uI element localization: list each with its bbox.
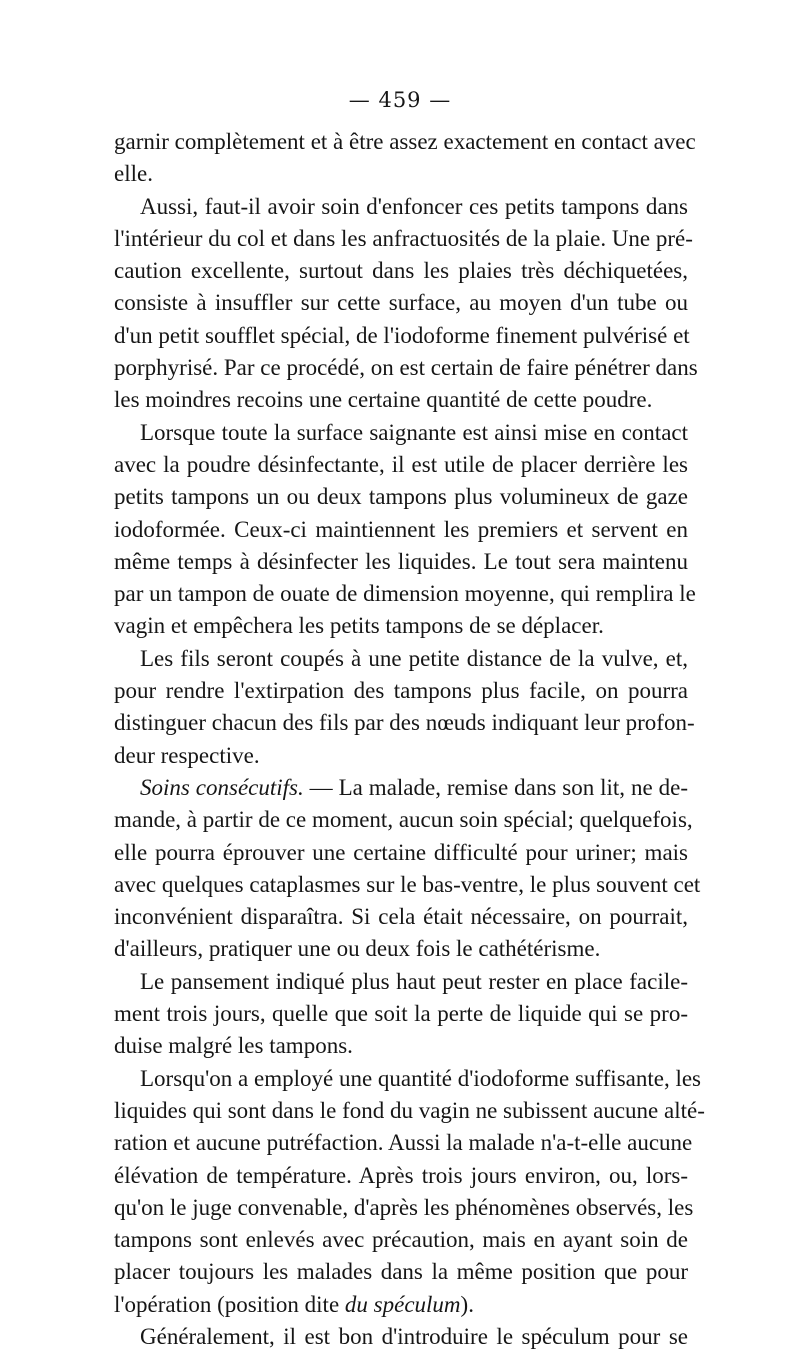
text-line: ration et aucune putréfaction. Aussi la malade n'a-t-elle aucune (114, 1130, 693, 1156)
text-line: avec la poudre désinfectante, il est utile de placer derrière les (114, 451, 688, 477)
text-line: Lorsque toute la surface saignante est ainsi mise en contact (140, 419, 688, 445)
text-line: porphyrisé. Par ce procédé, on est certain de faire pénétrer dans (114, 355, 698, 381)
text-line: Aussi, faut-il avoir soin d'enfoncer ces petits tampons dans (140, 193, 688, 219)
text-line: d'un petit soufflet spécial, de l'iodoforme finement pulvérisé et (114, 322, 690, 348)
text-segment: l'opération (position dite (114, 1291, 345, 1317)
text-line: l'intérieur du col et dans les anfractuosités de la plaie. Une pré- (114, 225, 693, 251)
text-line: distinguer chacun des fils par des nœuds indiquant leur profon- (114, 710, 695, 736)
text-line: placer toujours les malades dans la même position que pour (114, 1259, 688, 1285)
text-line: liquides qui sont dans le fond du vagin ne subissent aucune alté- (114, 1097, 705, 1123)
text-line: qu'on le juge convenable, d'après les phénomènes observés, les (114, 1194, 694, 1220)
text-line: consiste à insuffler sur cette surface, au moyen d'un tube ou (114, 290, 688, 316)
text-line: les moindres recoins une certaine quantité de cette poudre. (114, 387, 653, 413)
text-line: ment trois jours, quelle que soit la perte de liquide qui se pro- (114, 1001, 688, 1027)
text-line: inconvénient disparaîtra. Si cela était nécessaire, on pourrait, (114, 904, 688, 930)
italic-term: du spéculum (344, 1291, 461, 1317)
text-line: même temps à désinfecter les liquides. Le tout sera maintenu (114, 548, 688, 574)
page-number: — 459 — (348, 88, 452, 112)
section-heading: Soins consécutifs. (140, 774, 304, 800)
text-line: d'ailleurs, pratiquer une ou deux fois le cathétérisme. (114, 936, 601, 962)
text-line: duise malgré les tampons. (114, 1033, 353, 1059)
text-line: mande, à partir de ce moment, aucun soin spécial; quelquefois, (114, 807, 693, 833)
text-line: par un tampon de ouate de dimension moyenne, qui remplira le (114, 581, 696, 607)
text-line: Lorsqu'on a employé une quantité d'iodoforme suffisante, les (140, 1065, 702, 1091)
text-line: élévation de température. Après trois jours environ, ou, lors- (114, 1162, 688, 1188)
text-line: avec quelques cataplasmes sur le bas-ventre, le plus souvent cet (114, 871, 701, 897)
text-line: vagin et empêchera les petits tampons de se déplacer. (114, 613, 604, 639)
text-segment: — La malade, remise dans son lit, ne de- (303, 774, 688, 800)
text-line: caution excellente, surtout dans les plaies très déchiquetées, (114, 258, 688, 284)
text-segment: ). (460, 1291, 474, 1317)
text-line: elle pourra éprouver une certaine difficulté pour uriner; mais (114, 839, 688, 865)
body-text (114, 126, 705, 1353)
text-line: elle. (114, 161, 153, 187)
text-line: iodoformée. Ceux-ci maintiennent les premiers et servent en (114, 516, 688, 542)
text-line: Le pansement indiqué plus haut peut rester en place facile- (140, 968, 688, 994)
text-line: deur respective. (114, 742, 260, 768)
text-line: petits tampons un ou deux tampons plus volumineux de gaze (114, 484, 688, 510)
text-line: Les fils seront coupés à une petite distance de la vulve, et, (140, 645, 688, 671)
text-line: garnir complètement et à être assez exactement en contact avec (114, 129, 696, 154)
text-line-with-italic (114, 1289, 688, 1321)
text-line: Généralement, il est bon d'introduire le spéculum pour se (140, 1323, 688, 1349)
text-line: tampons sont enlevés avec précaution, mais en ayant soin de (114, 1227, 688, 1253)
section-heading-line (114, 772, 688, 804)
text-line: pour rendre l'extirpation des tampons plus facile, on pourra (114, 678, 688, 704)
